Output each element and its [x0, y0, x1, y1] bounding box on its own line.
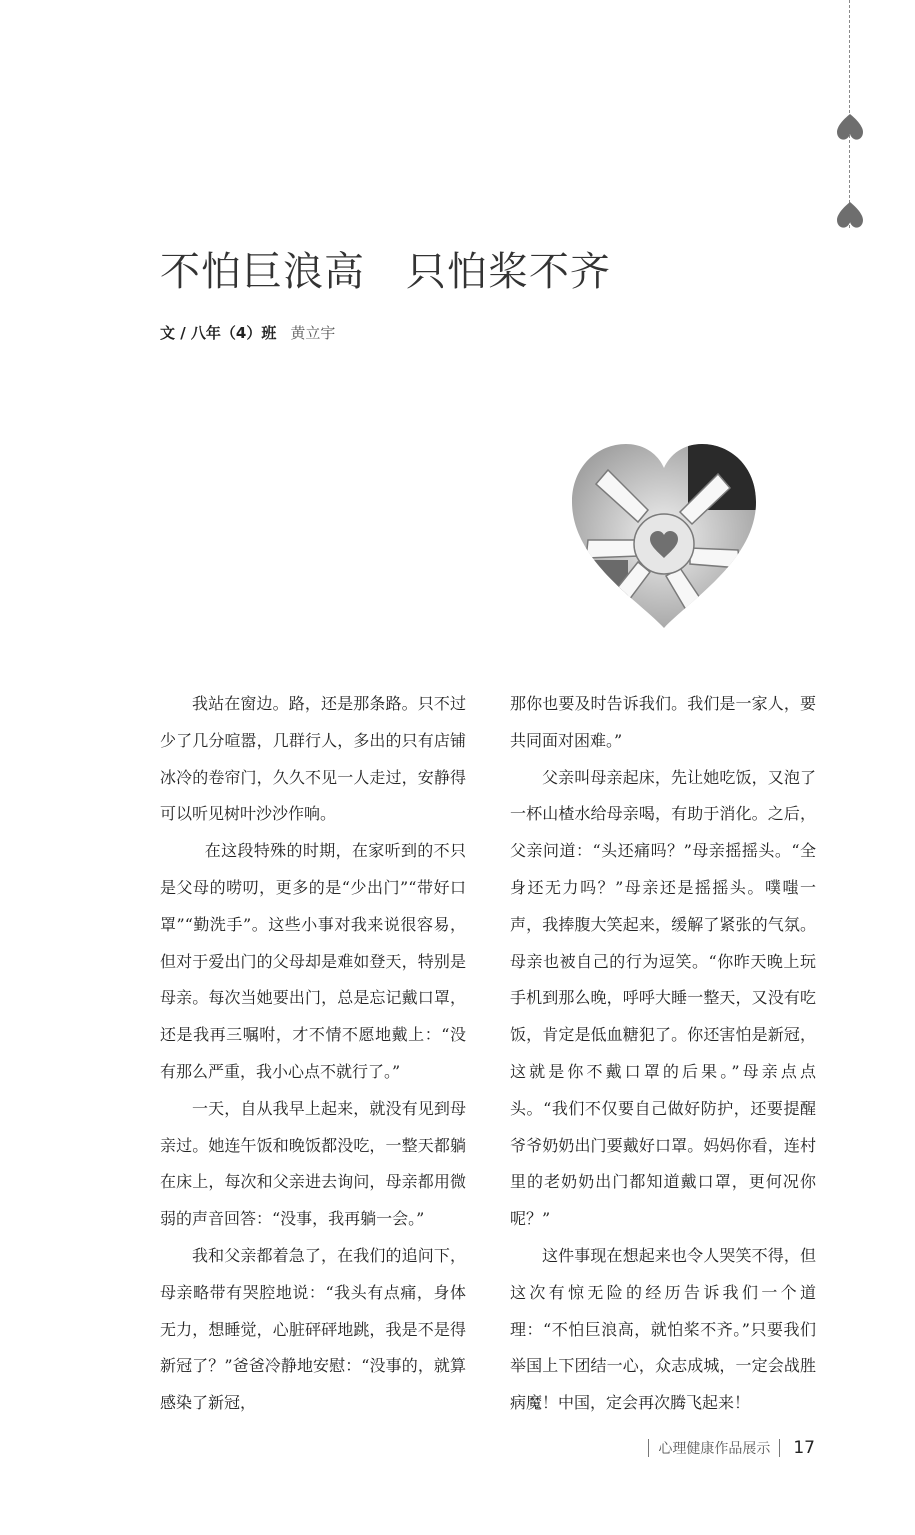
paragraph: 在这段特殊的时期，在家听到的不只是父母的唠叨，更多的是“少出门”“带好口罩”“勤洗手”。这些小事对我来说很容易，但对于爱出门的父母却是难如登天，特别是母亲。每次当她要出门，总是忘记戴口罩，还是我再三嘱咐，才不情不愿地戴上：“没有那么严重，我小心点不就行了。”: [160, 841, 466, 1081]
paragraph: 这件事现在想起来也令人哭笑不得，但这次有惊无险的经历告诉我们一个道理：“不怕巨浪高，就怕桨不齐。”只要我们举国上下团结一心，众志成城，一定会战胜病魔！中国，定会再次腾飞起来！: [510, 1245, 816, 1413]
paragraph: 我站在窗边。路，还是那条路。只不过少了几分喧嚣，几群行人，多出的只有店铺冰冷的卷帘门，久久不见一人走过，安静得可以听见树叶沙沙作响。: [160, 694, 466, 824]
byline: [160, 322, 335, 343]
paragraph: 一天，自从我早上起来，就没有见到母亲过。她连午饭和晚饭都没吃，一整天都躺在床上，每次和父亲进去询问，母亲都用微弱的声音回答：“没事，我再躺一会。”: [160, 1098, 466, 1229]
heart-icon: [835, 201, 865, 231]
divider: [779, 1439, 780, 1457]
page-footer: [639, 1438, 815, 1458]
page-number: 17: [793, 1438, 815, 1458]
divider: [648, 1439, 649, 1457]
paragraph: 父亲叫母亲起床，先让她吃饭，又泡了一杯山楂水给母亲喝，有助于消化。之后，父亲问道：“头还痛吗？”母亲摇摇头。“全身还无力吗？”母亲还是摇摇头。噗嗤一声，我捧腹大笑起来，缓解了紧张的气氛。母亲也被自己的行为逗笑。“你昨天晚上玩手机到那么晚，呼呼大睡一整天，又没有吃饭，肯定是低血糖犯了。你还害怕是新冠，这就是你不戴口罩的后果。”母亲点点头。“我们不仅要自己做好防护，还要提醒爷爷奶奶出门要戴好口罩。妈妈你看，连村里的老奶奶出门都知道戴口罩，更何况你呢？”: [510, 767, 816, 1229]
paragraph: 那你也要及时告诉我们。我们是一家人，要共同面对困难。”: [510, 694, 816, 750]
section-label: 心理健康作品展示: [658, 1441, 771, 1457]
article-title: 不怕巨浪高 只怕桨不齐: [160, 249, 611, 295]
byline-author: 黄立宇: [290, 324, 336, 342]
text-column-left: [160, 686, 466, 1422]
byline-class: 文 / 八年（4）班: [160, 324, 277, 342]
heart-icon: [835, 113, 865, 143]
text-column-right: [510, 686, 816, 1422]
heart-hands-illustration: [568, 440, 760, 630]
paragraph: 我和父亲都着急了，在我们的追问下，母亲略带有哭腔地说：“我头有点痛，身体无力，想睡觉，心脏砰砰地跳，我是不是得新冠了？”爸爸冷静地安慰：“没事的，就算感染了新冠，: [160, 1245, 466, 1413]
